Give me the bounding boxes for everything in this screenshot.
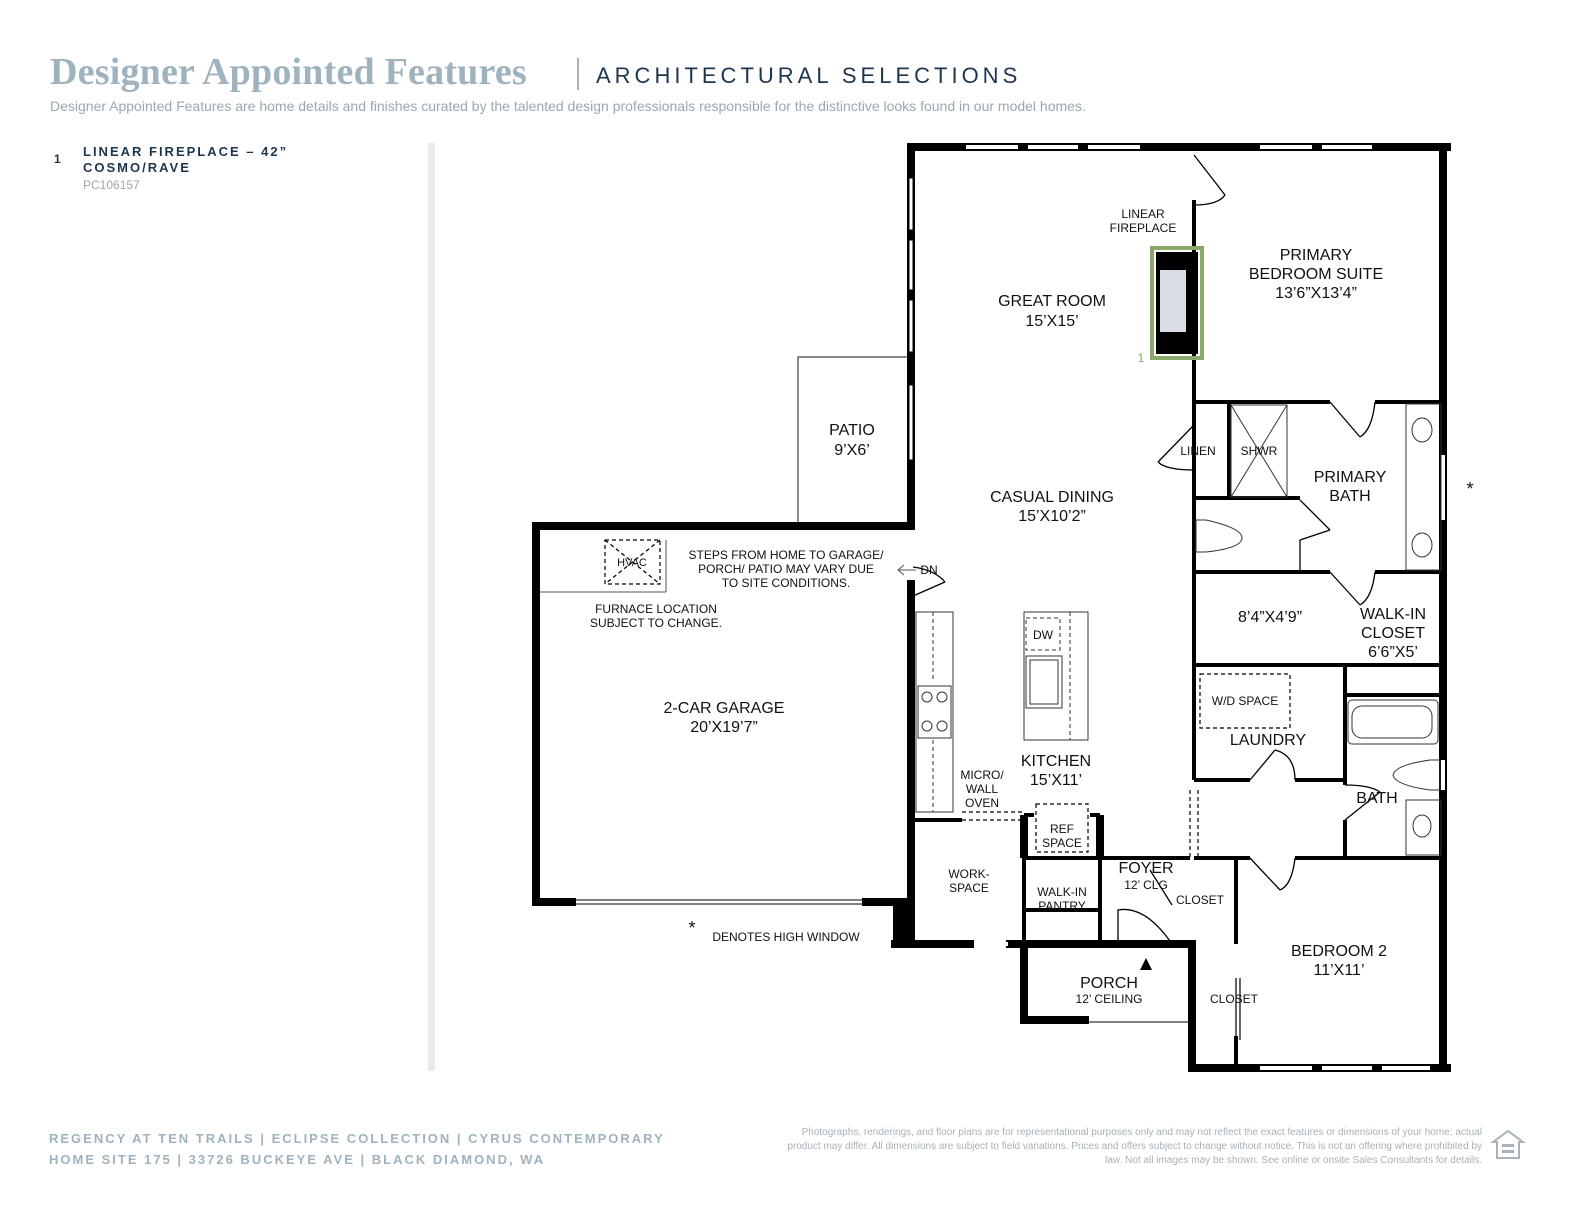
footer-disclaimer: Photographs, renderings, and floor plans are for representational purposes only and may not reflect the exact features or dimensions of your home; actual product may differ. All dimensions are subject to field variations. Prices and offers subject to change without notice. This is not an offering where prohibited by law. Not all images may be shown. See online or onsite Sales Consultants for details. — [787, 1127, 1482, 1166]
laundry-label: LAUNDRY — [1229, 732, 1307, 749]
plan-labels — [590, 207, 1474, 1006]
bedroom2-name: BEDROOM 2 — [1290, 943, 1388, 960]
feature-code: PC106157 — [83, 178, 140, 192]
primary-suite-size: 13’6”X13’4” — [1275, 285, 1357, 302]
bath-label: BATH — [1356, 790, 1398, 807]
page-description: Designer Appointed Features are home details and finishes curated by the talented design professionals responsible for the distinctive looks found in our model homes. — [50, 98, 1086, 114]
kitchen-counter — [916, 612, 953, 812]
dn-label: DN — [920, 563, 938, 577]
page-title: Designer Appointed Features — [50, 51, 527, 93]
walk-in-closet-size: 6’6”X5’ — [1368, 644, 1418, 661]
foyer-name: FOYER — [1118, 860, 1174, 877]
kitchen-size: 15’X11’ — [1029, 772, 1083, 789]
fireplace-marker: 1 — [1137, 351, 1145, 365]
fireplace-glass — [1160, 270, 1186, 332]
micro-oven-2: WALL — [965, 782, 999, 796]
feature-number: 1 — [54, 152, 61, 166]
linen-label: LINEN — [1180, 444, 1216, 458]
garage-wall-pier — [893, 900, 911, 944]
bedroom2-size: 11’X11’ — [1313, 962, 1365, 979]
foyer-ceiling: 12’ CLG — [1124, 878, 1168, 892]
fireplace-label-2: FIREPLACE — [1109, 221, 1177, 235]
workspace-1: WORK- — [948, 867, 990, 881]
walk-in-closet-name-2: CLOSET — [1360, 625, 1426, 642]
shower-label: SHWR — [1240, 444, 1278, 458]
equal-housing-icon — [1490, 1128, 1526, 1169]
workspace-2: SPACE — [949, 881, 989, 895]
casual-dining-size: 15’X10’2” — [1018, 508, 1086, 525]
feature-name-line2: COSMO/RAVE — [83, 160, 191, 175]
footer-address: HOME SITE 175 | 33726 BUCKEYE AVE | BLACK DIAMOND, WA — [49, 1152, 546, 1167]
dishwasher-label: DW — [1033, 628, 1053, 642]
bedroom2-closet-door — [1236, 978, 1240, 1040]
furnace-note-1: FURNACE LOCATION — [595, 602, 717, 616]
patio-outline — [798, 357, 912, 522]
steps-note-2: PORCH/ PATIO MAY VARY DUE — [698, 562, 874, 576]
primary-bath-name-2: BATH — [1329, 488, 1371, 505]
high-window-note: DENOTES HIGH WINDOW — [712, 930, 860, 944]
primary-bath-fixtures — [1196, 404, 1441, 570]
micro-oven-1: MICRO/ — [960, 768, 1004, 782]
steps-note-3: TO SITE CONDITIONS. — [721, 576, 851, 590]
footer-community: REGENCY AT TEN TRAILS | ECLIPSE COLLECTION | CYRUS CONTEMPORARY — [49, 1131, 665, 1146]
kitchen-name: KITCHEN — [1020, 753, 1092, 770]
high-window-mark: * — [1466, 479, 1474, 499]
great-room-name: GREAT ROOM — [998, 293, 1106, 310]
micro-oven-3: OVEN — [964, 796, 1000, 810]
pantry-2: PANTRY — [1038, 899, 1086, 913]
ref-space-2: SPACE — [1042, 836, 1082, 850]
primary-suite-name-2: BEDROOM SUITE — [1248, 266, 1384, 283]
ref-space-1: REF — [1050, 822, 1074, 836]
garage-size: 20’X19’7” — [690, 719, 758, 736]
entry-arrow — [1140, 958, 1152, 970]
walk-in-closet-name-1: WALK-IN — [1359, 606, 1427, 623]
garage-name: 2-CAR GARAGE — [663, 700, 785, 717]
closet-size: 8’4”X4’9” — [1237, 609, 1303, 626]
hvac-label: HVAC — [617, 557, 647, 569]
patio-name: PATIO — [829, 422, 875, 439]
patio-size: 9’X6’ — [834, 442, 870, 459]
bedroom2-closet-label: CLOSET — [1209, 992, 1259, 1006]
furnace-note-2: SUBJECT TO CHANGE. — [589, 616, 723, 630]
bath-fixtures — [1348, 700, 1441, 855]
page-subtitle: ARCHITECTURAL SELECTIONS — [596, 63, 1022, 88]
fireplace-label-1: LINEAR — [1121, 207, 1165, 221]
steps-note-1: STEPS FROM HOME TO GARAGE/ — [688, 548, 884, 562]
foyer-closet-label: CLOSET — [1175, 893, 1225, 907]
primary-suite-name-1: PRIMARY — [1279, 247, 1353, 264]
high-window-star: * — [688, 918, 696, 938]
porch-name: PORCH — [1080, 975, 1138, 992]
great-room-size: 15’X15’ — [1025, 313, 1079, 330]
feature-name-line1: LINEAR FIREPLACE – 42” — [83, 144, 289, 159]
porch-ceiling: 12’ CEILING — [1075, 992, 1143, 1006]
casual-dining-name: CASUAL DINING — [990, 489, 1114, 506]
wd-space-label: W/D SPACE — [1211, 694, 1279, 708]
primary-bath-name-1: PRIMARY — [1313, 469, 1387, 486]
pantry-1: WALK-IN — [1037, 885, 1087, 899]
